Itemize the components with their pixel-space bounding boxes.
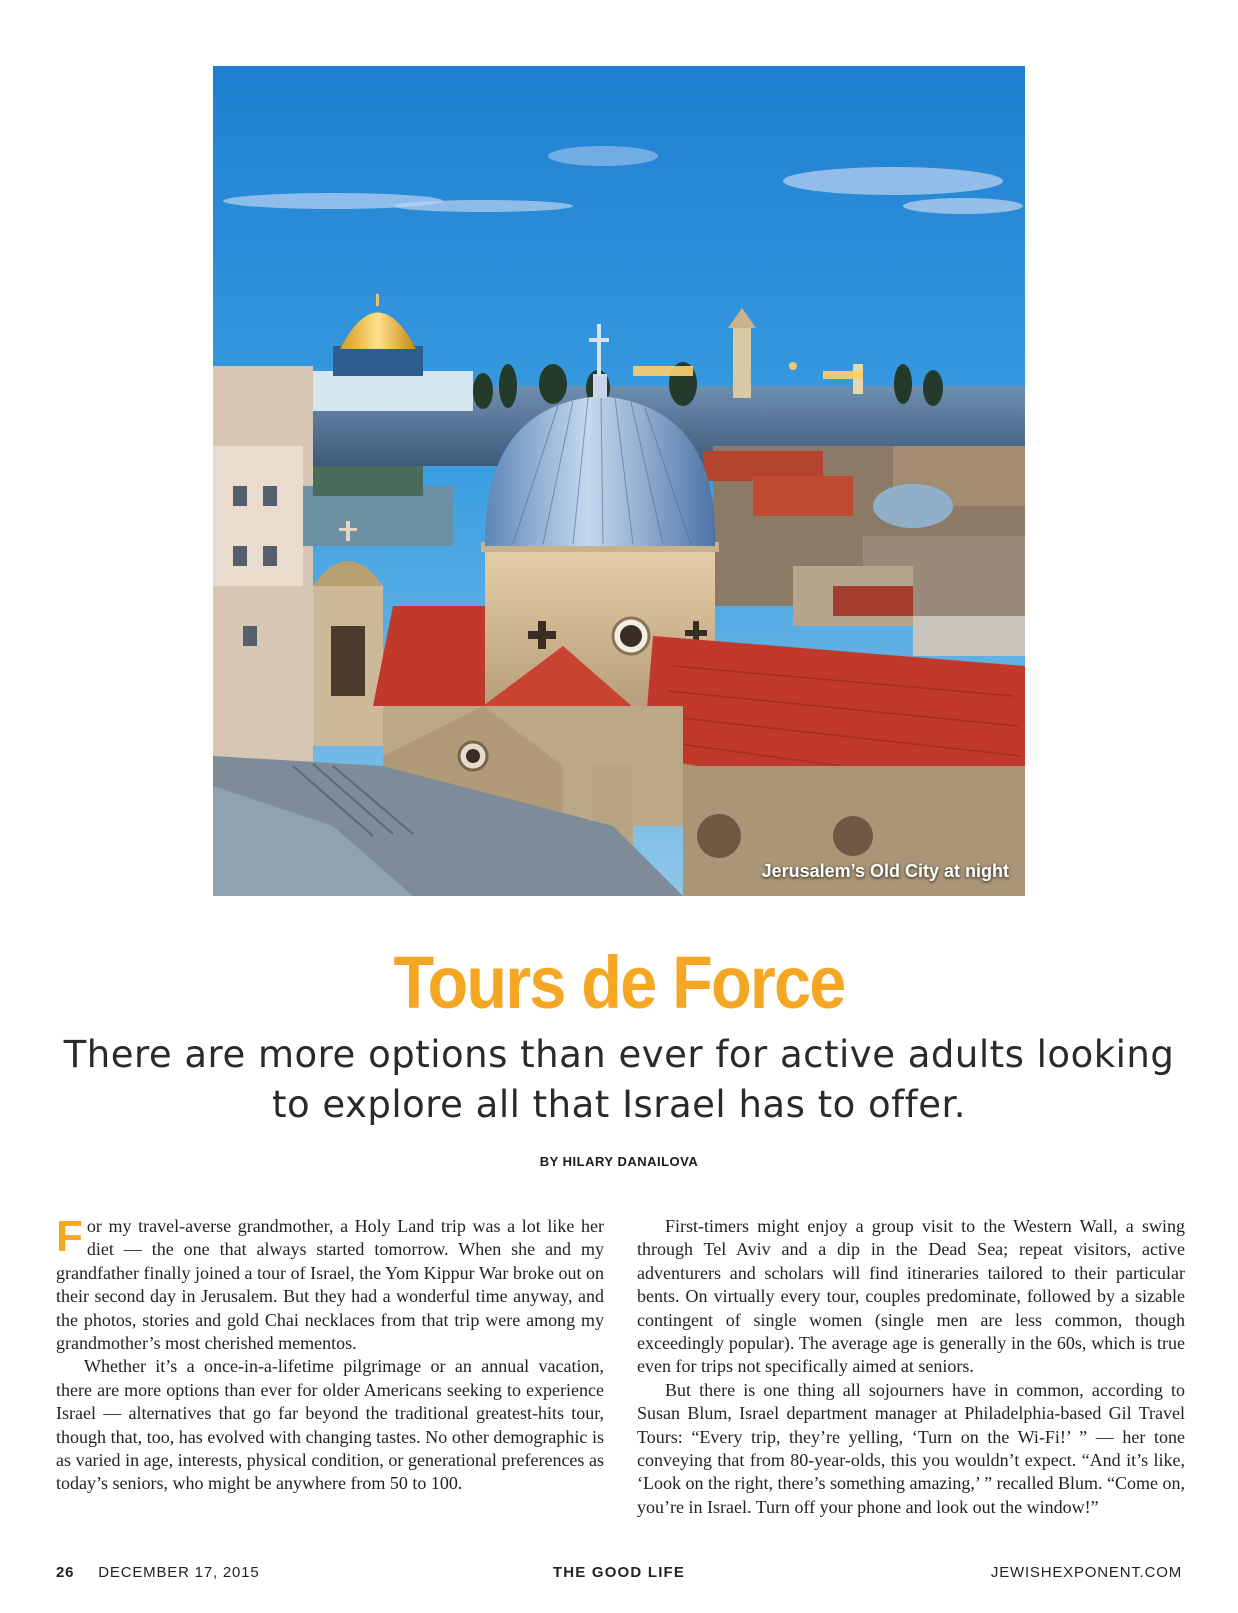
jerusalem-old-city-illustration xyxy=(213,66,1025,896)
page-number: 26 xyxy=(56,1564,75,1581)
article-paragraph xyxy=(56,1212,604,1355)
photo-caption: Jerusalem’s Old City at night xyxy=(761,861,1009,881)
section-name: THE GOOD LIFE xyxy=(552,1564,686,1581)
article-byline: BY HILARY DANAILOVA xyxy=(539,1154,699,1169)
article-column-right xyxy=(637,1215,1185,1519)
article-paragraph: But there is one thing all sojourners have in common, according to Susan Blum, Israel department manager at Philadelphia-based Gil Travel Tours: “Every trip, they’re yelling, ‘Turn on the Wi-Fi!’ ” — her tone conveying that from 80-year-olds, this you wouldn’t expect. “And it’s like, ‘Look on the right, there’s something amazing,’ ” recalled Blum. “Come on, you’re in Israel. Turn off your phone and look out the window!” xyxy=(637,1379,1186,1517)
hero-photo xyxy=(213,66,1025,896)
page-footer xyxy=(56,1564,1182,1584)
article-column-left xyxy=(56,1212,604,1496)
issue-date: DECEMBER 17, 2015 xyxy=(98,1564,260,1581)
article-paragraph: First-timers might enjoy a group visit to the Western Wall, a swing through Tel Aviv and a dip in the Dead Sea; repeat visitors, active adventurers and scholars will find itineraries tailored to their particular bents. On virtually every tour, couples predominate, followed by a sizable contingent of single women (single men are less common, though exceedingly popular). The average age is generally in the 60s, which is true even for trips not specifically aimed at seniors. xyxy=(637,1216,1185,1377)
article-deck: There are more options than ever for active adults looking to explore all that Israel has to offer. xyxy=(63,1033,1175,1126)
article-paragraph: Whether it’s a once-in-a-lifetime pilgrimage or an annual vacation, there are more options than ever for older Americans seeking to experience Israel — alternatives that go far beyond the traditional greatest-hits tour, though that, too, has evolved with changing tastes. No other demographic is as varied in age, interests, physical condition, or generational preferences as today’s seniors, who might be anywhere from 50 to 100. xyxy=(56,1356,604,1494)
paragraph-text: or my travel-averse grandmother, a Holy Land trip was a lot like her diet — the one that always started tomorrow. When she and my grandfather finally joined a tour of Israel, the Yom Kippur War broke out on their second day in Jerusalem. But they had a wonderful time anyway, and the photos, stories and gold Chai necklaces from that trip were among my grandmother’s most cherished mementos. xyxy=(56,1216,604,1354)
drop-cap: F xyxy=(56,1212,83,1261)
article-headline: Tours de Force xyxy=(393,941,845,1024)
site-url: JEWISHEXPONENT.COM xyxy=(990,1564,1182,1581)
